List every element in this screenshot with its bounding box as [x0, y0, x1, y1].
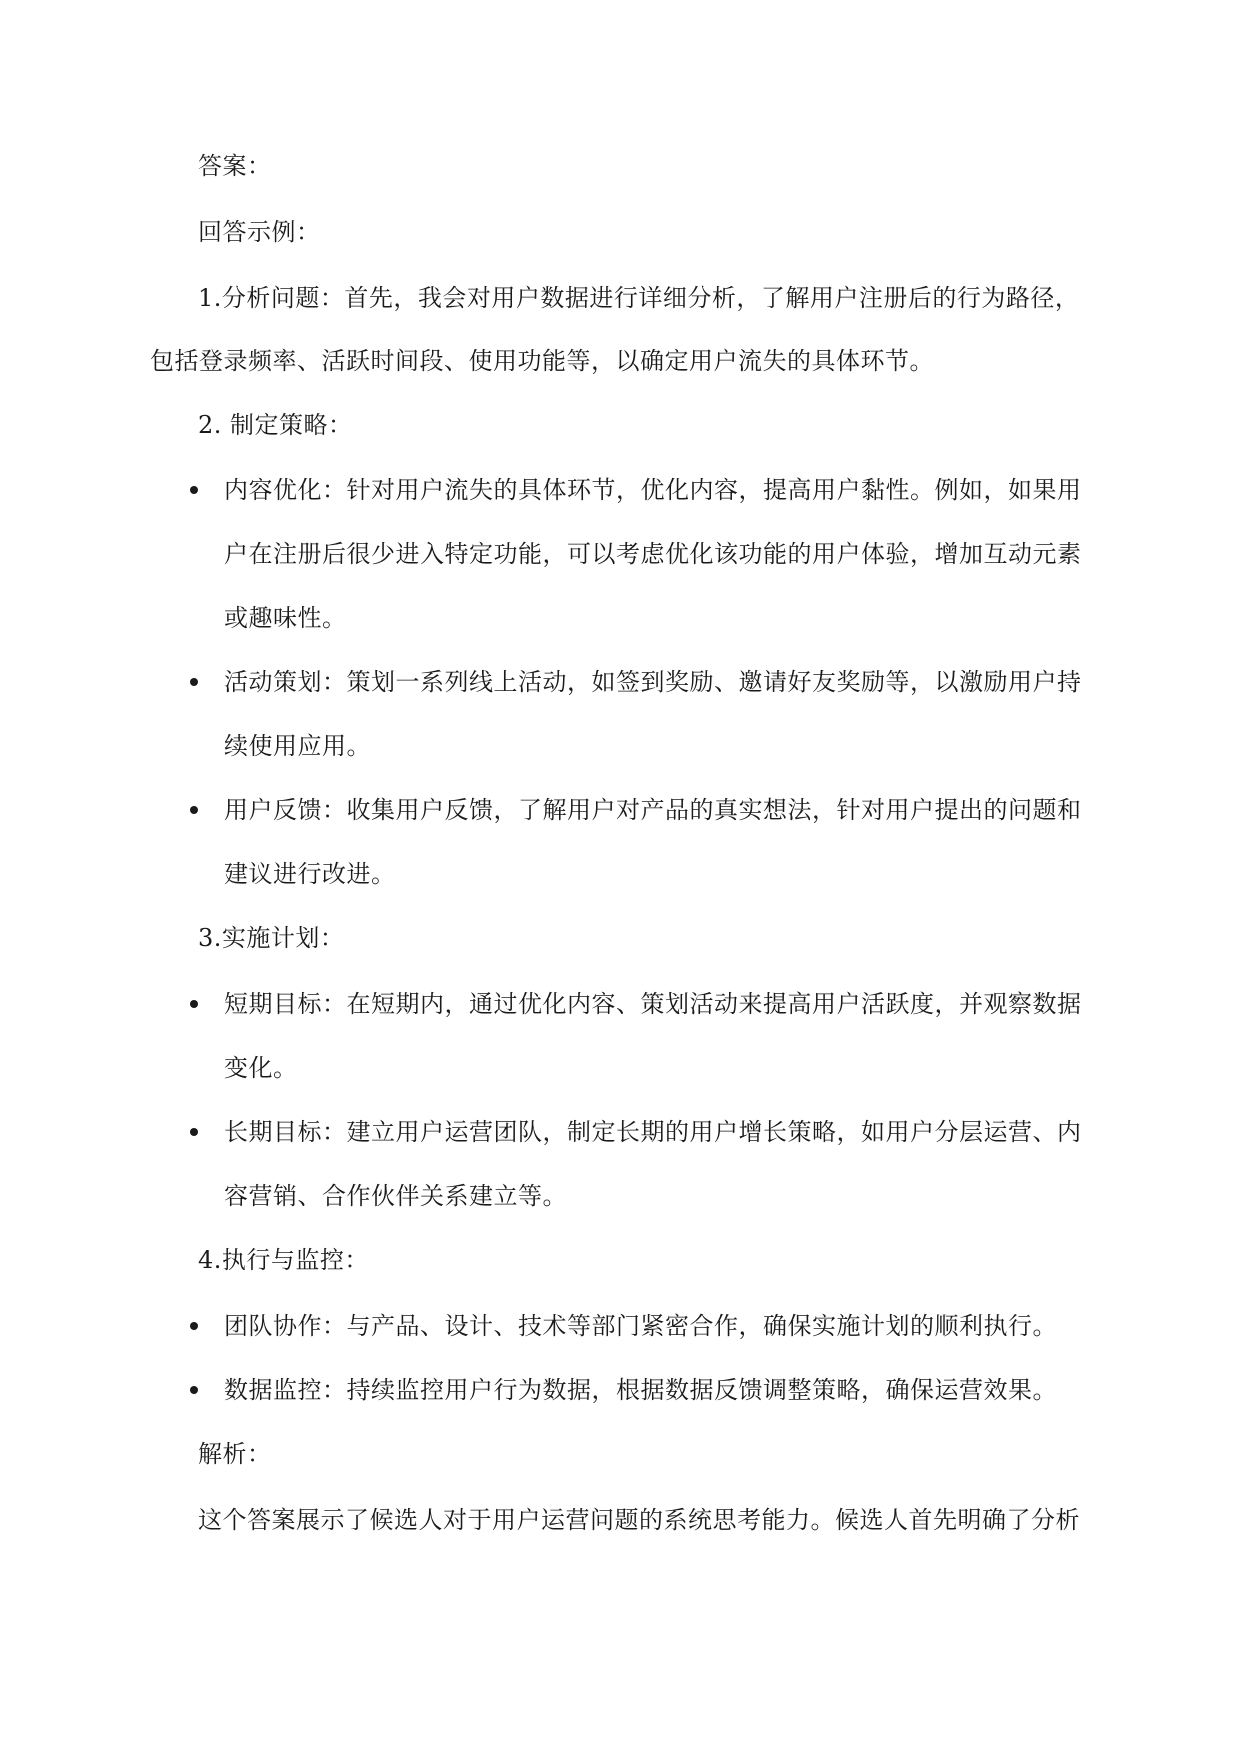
section4-title: 4.执行与监控：: [198, 1246, 369, 1274]
section1-line1: 1.分析问题：首先，我会对用户数据进行详细分析，了解用户注册后的行为路径，: [198, 284, 1080, 312]
execution-team-line: 团队协作：与产品、设计、技术等部门紧密合作，确保实施计划的顺利执行。: [224, 1312, 1057, 1340]
answer-label: 答案：: [198, 152, 272, 180]
strategy-feedback-line2: 建议进行改进。: [224, 860, 396, 888]
bullet-icon: [190, 678, 198, 686]
execution-data-line: 数据监控：持续监控用户行为数据，根据数据反馈调整策略，确保运营效果。: [224, 1376, 1057, 1404]
analysis-text: 这个答案展示了候选人对于用户运营问题的系统思考能力。候选人首先明确了分析: [198, 1506, 1080, 1534]
plan-short-line2: 变化。: [224, 1054, 298, 1082]
plan-short-line1: 短期目标：在短期内，通过优化内容、策划活动来提高用户活跃度，并观察数据: [224, 990, 1082, 1018]
example-label: 回答示例：: [198, 218, 321, 246]
bullet-icon: [190, 1128, 198, 1136]
section3-title: 3.实施计划：: [198, 924, 345, 952]
strategy-content-line1: 内容优化：针对用户流失的具体环节，优化内容，提高用户黏性。例如，如果用: [224, 476, 1082, 504]
section1-line2: 包括登录频率、活跃时间段、使用功能等，以确定用户流失的具体环节。: [150, 347, 934, 375]
section2-title: 2. 制定策略：: [198, 411, 353, 439]
bullet-icon: [190, 486, 198, 494]
bullet-icon: [190, 1386, 198, 1394]
analysis-label: 解析：: [198, 1440, 272, 1468]
strategy-activity-line2: 续使用应用。: [224, 732, 371, 760]
bullet-icon: [190, 1322, 198, 1330]
strategy-feedback-line1: 用户反馈：收集用户反馈，了解用户对产品的真实想法，针对用户提出的问题和: [224, 796, 1082, 824]
bullet-icon: [190, 806, 198, 814]
plan-long-line1: 长期目标：建立用户运营团队，制定长期的用户增长策略，如用户分层运营、内: [224, 1118, 1082, 1146]
bullet-icon: [190, 1000, 198, 1008]
strategy-content-line2: 户在注册后很少进入特定功能，可以考虑优化该功能的用户体验，增加互动元素: [224, 540, 1082, 568]
strategy-activity-line1: 活动策划：策划一系列线上活动，如签到奖励、邀请好友奖励等，以激励用户持: [224, 668, 1082, 696]
strategy-content-line3: 或趣味性。: [224, 604, 347, 632]
plan-long-line2: 容营销、合作伙伴关系建立等。: [224, 1182, 567, 1210]
